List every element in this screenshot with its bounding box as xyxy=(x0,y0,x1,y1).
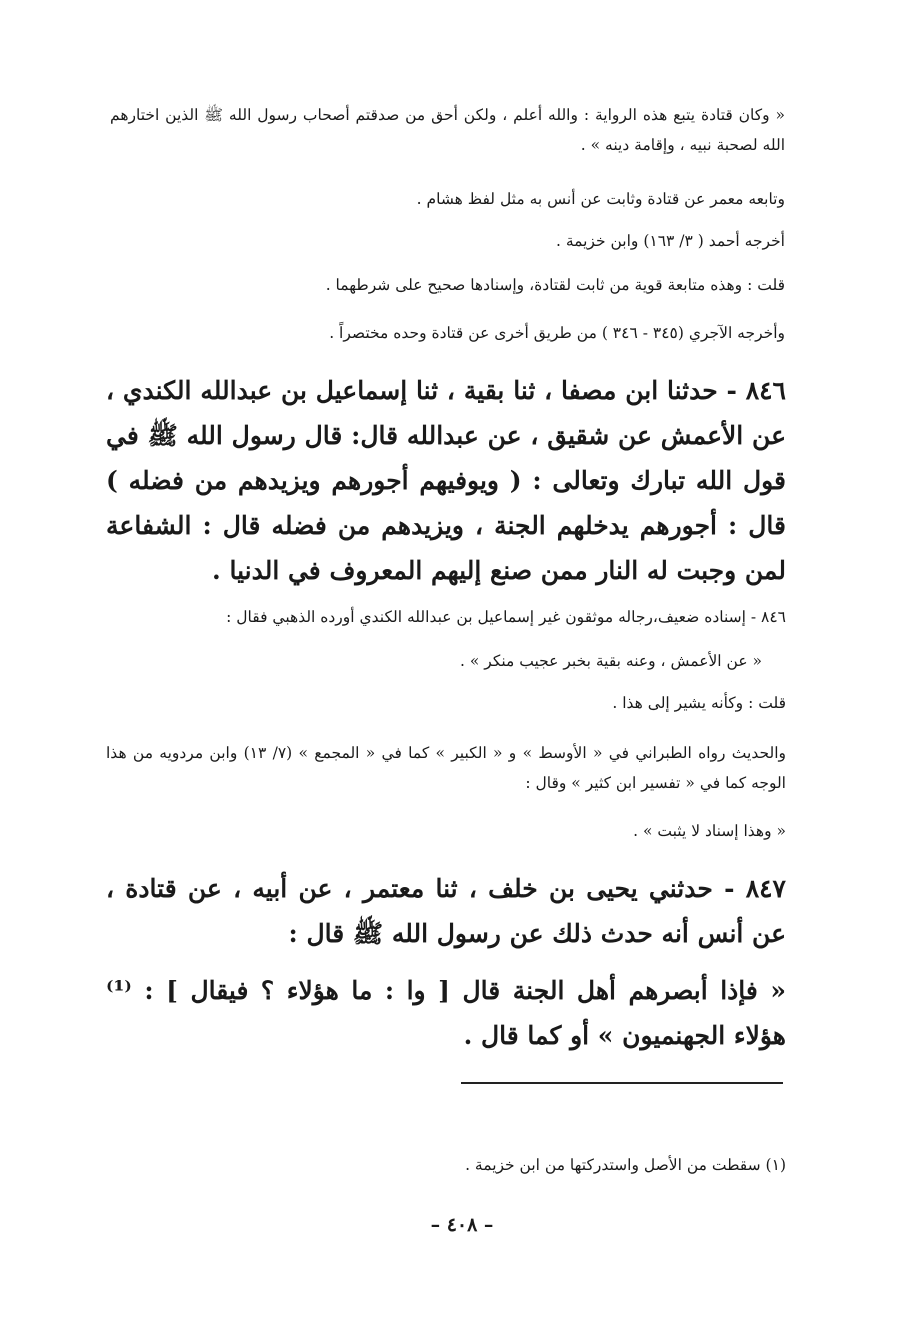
page-number: – ٤٠٨ – xyxy=(430,1214,494,1236)
hadith-847-text: ٨٤٧ - حدثني يحيى بن خلف ، ثنا معتمر ، عن أبيه ، عن قتادة ، عن أنس أنه حدث ذلك عن رسول الله ﷺ قال : xyxy=(106,874,786,948)
note-846-dhahabi-quote: « عن الأعمش ، وعنه بقية بخبر عجيب منكر » . xyxy=(460,652,762,670)
note-qultu-mutaba: قلت : وهذه متابعة قوية من ثابت لقتادة، وإسنادها صحيح على شرطهما . xyxy=(325,276,785,294)
note-846-isnad: ٨٤٦ - إسناده ضعيف،رجاله موثقون غير إسماعيل بن عبدالله الكندي أورده الذهبي فقال : xyxy=(226,608,786,626)
footnote-1: (١) سقطت من الأصل واستدركتها من ابن خزيمة . xyxy=(465,1156,786,1174)
note-takhrij-ajurri: وأخرجه الآجري (٣٤٥ - ٣٤٦ ) من طريق أخرى عن قتادة وحده مختصراً . xyxy=(329,324,785,342)
note-846-la-yathbut: « وهذا إسناد لا يثبت » . xyxy=(633,822,786,840)
note-mutaba-mamar: وتابعه معمر عن قتادة وثابت عن أنس به مثل لفظ هشام . xyxy=(416,190,785,208)
note-quote-qatada: « وكان قتادة يتبع هذه الرواية : والله أعلم ، ولكن أحق من صدقتم أصحاب رسول الله ﷺ الذين اختارهم الله لصحبة نبيه ، وإقامة دينه » . xyxy=(110,106,785,154)
hadith-846-text: ٨٤٦ - حدثنا ابن مصفا ، ثنا بقية ، ثنا إسماعيل بن عبدالله الكندي ، عن الأعمش عن شقيق ، عن عبدالله قال: قال رسول الله ﷺ في قول الله تبارك وتعالى : ( ويوفيهم أجورهم ويزيدهم من فضله ) قال : أجورهم يدخلهم الجنة ، ويزيدهم من فضله قال : الشفاعة لمن وجبت له النار ممن صنع إليهم المعروف في الدنيا . xyxy=(106,376,786,585)
hadith-847-quote: « فإذا أبصرهم أهل الجنة قال [ وا : ما هؤلاء ؟ فيقال ] : ⁽¹⁾ هؤلاء الجهنميون » أو كما قال . xyxy=(106,976,786,1050)
note-846-qultu: قلت : وكأنه يشير إلى هذا . xyxy=(612,694,786,712)
note-846-tabarani: والحديث رواه الطبراني في « الأوسط » و « الكبير » كما في « المجمع » (٧/ ١٣) وابن مردويه من هذا الوجه كما في « تفسير ابن كثير » وقال : xyxy=(106,744,786,792)
note-takhrij-ahmad: أخرجه أحمد ( ٣/ ١٦٣) وابن خزيمة . xyxy=(555,232,785,250)
footnote-separator xyxy=(461,1082,783,1084)
